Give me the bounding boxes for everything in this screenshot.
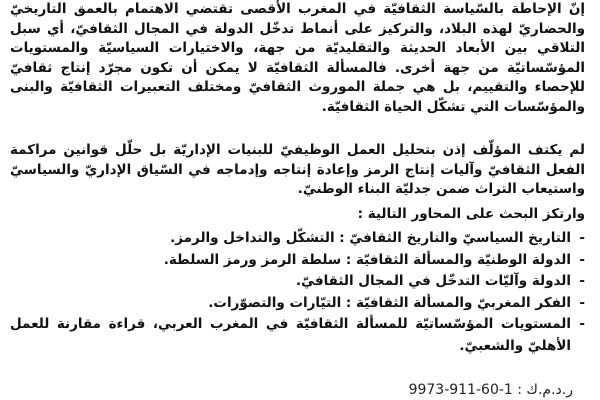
paragraph-2-text: لم يكتف المؤلّف إذن بتحليل العمل الوظيفيّ للبنيات الإداريّة بل حلّل قوانين مراكمة الفعل الثقافيّ وآليات إنتاج الرمز وإعادة إنتاجه وإدماجه في السّياق الإداريّ والسياسيّ واستيعاب التراث ضمن جدليّة البناء الوطنيّ. — [10, 142, 585, 198]
bullet-dash: - — [579, 273, 585, 289]
paragraph-2 — [10, 141, 585, 200]
axes-intro: وارتكز البحث على المحاور التالية : — [357, 206, 585, 222]
list-item — [10, 314, 585, 357]
isbn-number: 9973-911-60-1 — [408, 382, 513, 398]
bullet-dash: - — [579, 294, 585, 311]
document-page — [10, 0, 585, 400]
list-item-text: الدولة وآليّات التدخّل في المجال الثقافيّ. — [295, 273, 571, 289]
list-item-text: الدولة الوطنيّة والمسألة الثقافيّة : سلطة الرمز ورمز السلطة. — [163, 251, 571, 268]
isbn-line — [409, 382, 573, 398]
list-item — [10, 228, 585, 250]
list-item-text: المستويات المؤسّساتيّة للمسألة الثقافيّة في المغرب العربي، قراءة مقارنة للعمل الأهليّ والشعبيّ. — [10, 316, 571, 354]
bullet-dash: - — [579, 251, 585, 268]
list-item — [10, 293, 585, 315]
isbn-label: ر.د.م.ك : — [517, 382, 573, 398]
paragraph-1-text: إنّ الإحاطة بالسّياسة الثقافيّة في المغرب الأقصى تقتضي الاهتمام بالعمق التاريخيّ والحضاريّ لهذه البلاد، والتركيز على أنماط تدخّل الدولة في المجال الثقافيّ، أي سبل التلاقي بين الأبعاد الحديثة والتقليديّة من جهة، والاختيارات السياسيّة والمستويات المؤسّساتيّة من جهة أخرى. فالمسألة الثقافيّة لا يمكن أن تكون مجرّد إنتاج ثقافيّ للإحصاء والتقييم، بل هي جملة الموروث الثقافيّ ومختلف التعبيرات الثقافيّة والبنى والمؤسّسات التي تشكّل الحياة الثقافيّة. — [10, 1, 585, 115]
list-item-text: التاريخ السياسيّ والتاريخ الثقافيّ : التشكّل والتداخل والرمز. — [170, 230, 571, 246]
bullet-dash: - — [579, 316, 585, 332]
list-item — [10, 271, 585, 293]
list-item — [10, 250, 585, 272]
paragraph-1 — [10, 0, 585, 118]
axes-list — [10, 228, 585, 357]
bullet-dash: - — [579, 230, 585, 246]
list-item-text: الفكر المغربيّ والمسألة الثقافيّة : التيّارات والتصوّرات. — [208, 294, 571, 311]
